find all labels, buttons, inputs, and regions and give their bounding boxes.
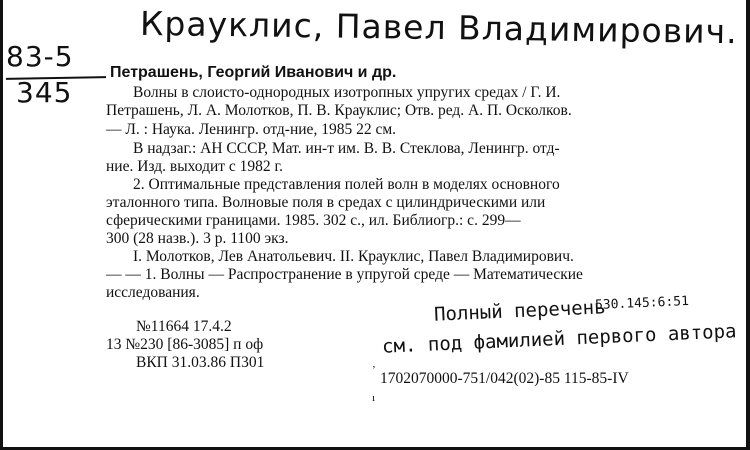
vkp-line: ВКП 31.03.86 П301 [136, 354, 265, 371]
card-edge-left [0, 0, 3, 450]
stamp-line-1: Полный перечень [433, 296, 606, 326]
tracings-line-2: — — 1. Волны — Распространение в упругой среде — Математические [106, 266, 583, 283]
tracings-line-1: I. Молотков, Лев Анатольевич. II. Крауклис, Павел Владимирович. [133, 248, 574, 265]
classification-code: 530.145:6:51 [594, 293, 690, 314]
title-text-1: Волны в слоисто-однородных изотропных упругих средах / Г. И. [133, 84, 561, 101]
card-number: №11664 17.4.2 [136, 318, 232, 335]
title-line-2: Петрашень, Л. А. Молотков, П. В. Крауклис; Отв. ред. А. П. Осколков. [106, 102, 572, 119]
volume-line-2: эталонного типа. Волновые поля в средах с цилиндрическими или [106, 194, 546, 211]
volume-line-1: 2. Оптимальные представления полей волн в моделях основного [133, 176, 560, 193]
title-line-3: — Л. : Наука. Ленингр. отд-ние, 1985 22 см. [106, 121, 397, 138]
card-edge-right [746, 0, 750, 450]
issuer-line-2: ние. Изд. выходит с 1982 г. [106, 158, 284, 175]
handwritten-shelfmark-top: 83-5 [6, 40, 74, 73]
handwritten-shelfmark-bottom: 345 [16, 76, 73, 109]
volume-line-3: сферическими границами. 1985. 302 с., ил. Библиогр.: с. 299— [106, 212, 521, 229]
stamp-line-2: см. под фамилией первого автора [381, 320, 737, 358]
title-line-1 [133, 84, 693, 102]
issuer-line-1: В надзаг.: АН СССР, Мат. ин-т им. В. В. Стеклова, Ленингр. отд- [133, 140, 560, 157]
order-line: 13 №230 [86-3085] п оф [106, 336, 264, 353]
tracings-line-3: исследования. [106, 284, 200, 301]
author-heading: Петрашень, Георгий Иванович и др. [110, 64, 397, 81]
handwritten-name: Крауклис, Павел Владимирович. [139, 3, 738, 52]
volume-line-4: 300 (28 назв.). 3 р. 1100 экз. [106, 230, 289, 247]
stray-mark-1: ʼ [372, 364, 376, 376]
catalog-code: 1702070000-751/042(02)-85 115-85-IV [380, 370, 629, 387]
stray-mark-2: ı [372, 392, 376, 404]
